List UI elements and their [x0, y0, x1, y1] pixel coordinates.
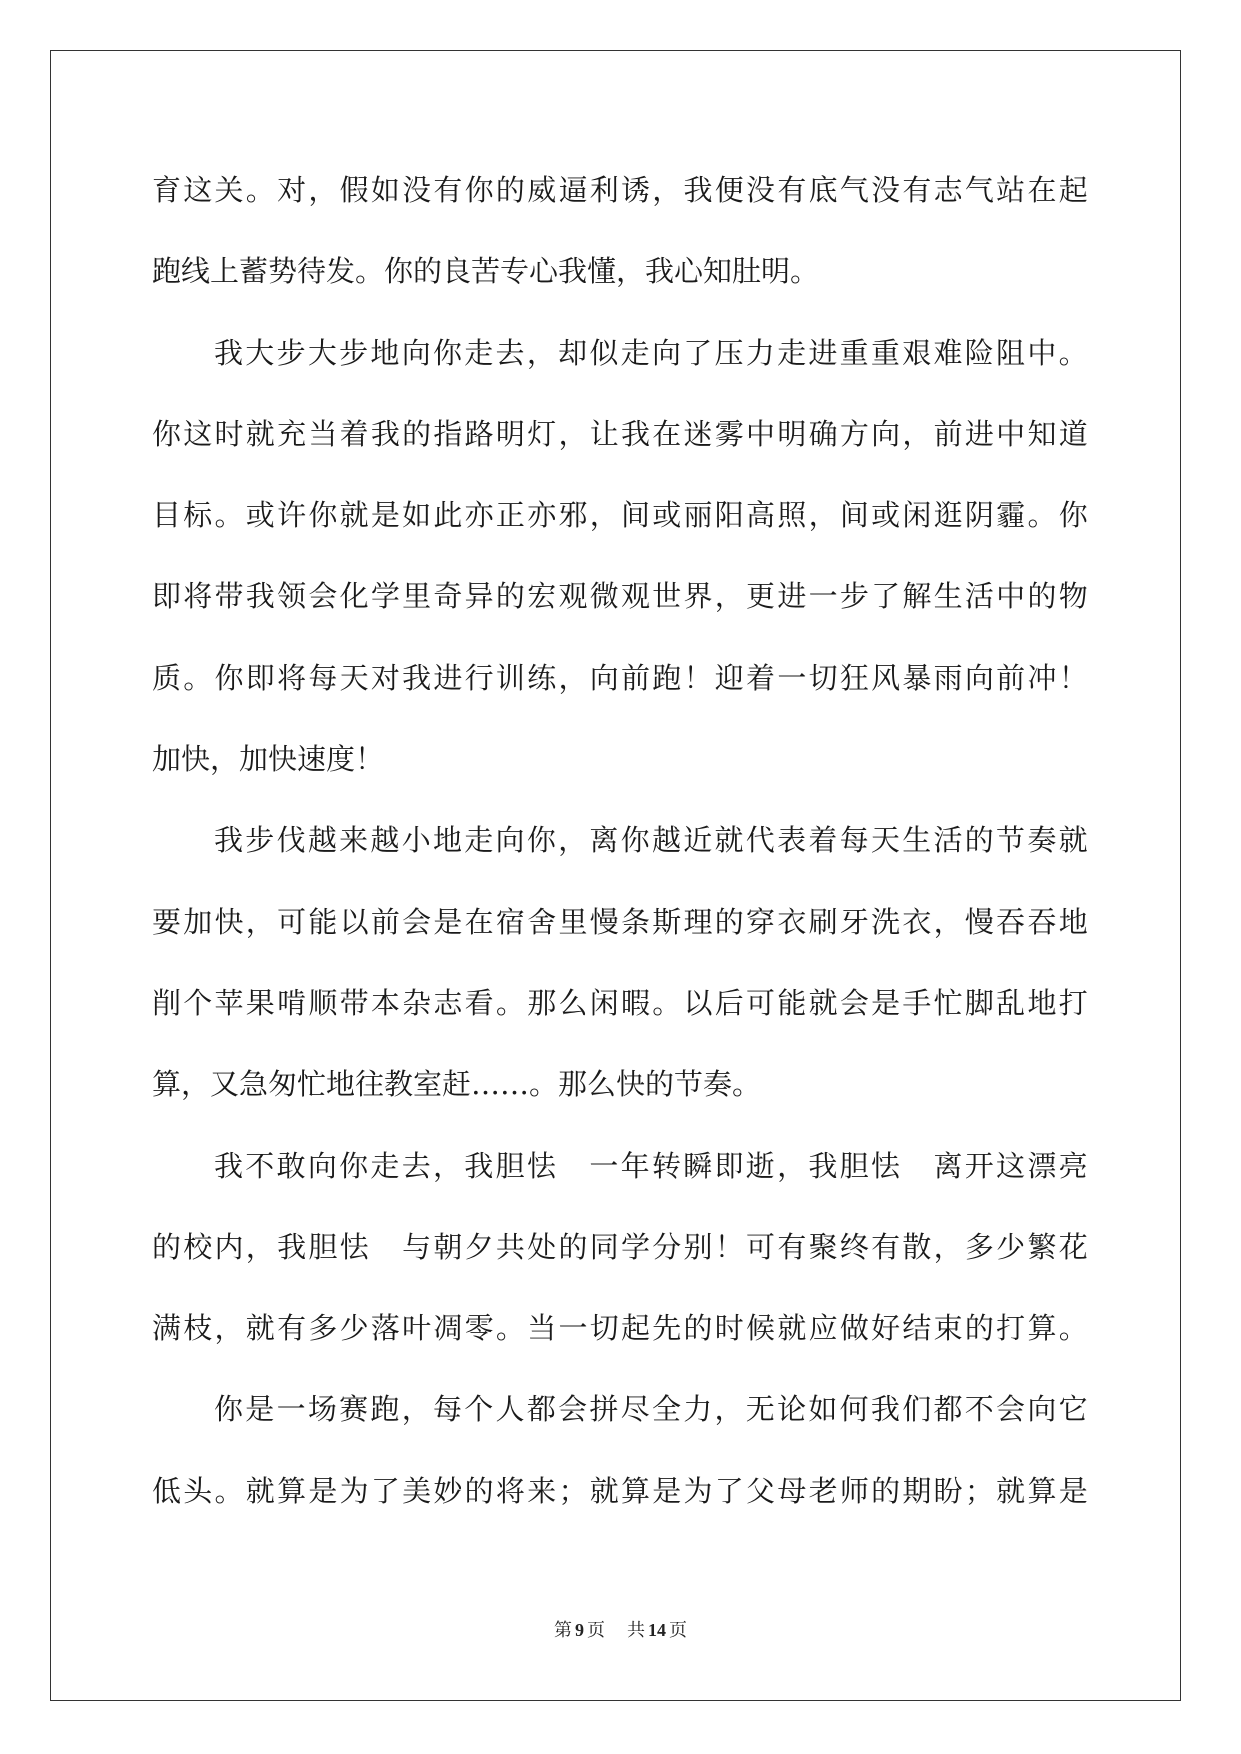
text-line: 你 这 时 就 充 当 着 我 的 指 路 明 灯 ， 让 我 在 迷 雾 中 明 确 方 向 ， 前 进 中 知 道 — [152, 416, 1088, 451]
text-line: 我 大 步 大 步 地 向 你 走 去 ， 却 似 走 向 了 压 力 走 进 重 重 艰 难 险 阻 中 。 — [214, 335, 1088, 370]
page-suffix: 页 — [587, 1620, 605, 1640]
text-line: 目 标 。 或 许 你 就 是 如 此 亦 正 亦 邪 ， 间 或 丽 阳 高 照 ， 间 或 闲 逛 阴 霾 。 你 — [152, 498, 1088, 533]
text-line: 削 个 苹 果 啃 顺 带 本 杂 志 看 。 那 么 闲 暇 。 以 后 可 能 就 会 是 手 忙 脚 乱 地 打 — [152, 985, 1088, 1020]
document-body — [152, 163, 1088, 1545]
text-line: 即 将 带 我 领 会 化 学 里 奇 异 的 宏 观 微 观 世 界 ， 更 进 一 步 了 解 生 活 中 的 物 — [152, 579, 1088, 614]
text-line: 育 这 关 。 对 ， 假 如 没 有 你 的 威 逼 利 诱 ， 我 便 没 有 底 气 没 有 志 气 站 在 起 — [152, 173, 1088, 207]
text-line: 你 是 一 场 赛 跑 ， 每 个 人 都 会 拼 尽 全 力 ， 无 论 如 何 我 们 都 不 会 向 它 — [214, 1392, 1088, 1427]
page-footer — [0, 1616, 1241, 1642]
text-line: 低 头 。 就 算 是 为 了 美 妙 的 将 来 ； 就 算 是 为 了 父 母 老 师 的 期 盼 ； 就 算 是 — [152, 1473, 1088, 1508]
total-suffix: 页 — [669, 1620, 687, 1640]
page-prefix: 第 — [554, 1620, 572, 1640]
total-prefix: 共 — [627, 1620, 645, 1640]
text-line: 的 校 内 ， 我 胆 怯 与 朝 夕 共 处 的 同 学 分 别 ！ 可 有 聚 终 有 散 ， 多 少 繁 花 — [152, 1229, 1088, 1264]
text-line: 质 。 你 即 将 每 天 对 我 进 行 训 练 ， 向 前 跑 ！ 迎 着 一 切 狂 风 暴 雨 向 前 冲 ！ — [152, 660, 1088, 695]
text-line: 加快，加快速度！ — [152, 742, 385, 777]
text-line: 我 步 伐 越 来 越 小 地 走 向 你 ， 离 你 越 近 就 代 表 着 每 天 生 活 的 节 奏 就 — [214, 823, 1088, 858]
text-line: 要 加 快 ， 可 能 以 前 会 是 在 宿 舍 里 慢 条 斯 理 的 穿 衣 刷 牙 洗 衣 ， 慢 吞 吞 地 — [152, 904, 1088, 939]
page-number: 9 — [575, 1620, 584, 1640]
total-pages: 14 — [648, 1620, 666, 1640]
text-line: 跑线上蓄势待发。你的良苦专心我懂，我心知肚明。 — [152, 254, 820, 289]
text-line: 我 不 敢 向 你 走 去 ， 我 胆 怯 一 年 转 瞬 即 逝 ， 我 胆 怯 离 开 这 漂 亮 — [214, 1148, 1088, 1183]
text-line: 满 枝 ， 就 有 多 少 落 叶 凋 零 。 当 一 切 起 先 的 时 候 就 应 做 好 结 束 的 打 算 。 — [152, 1311, 1088, 1346]
text-line: 算，又急匆忙地往教室赶……。那么快的节奏。 — [152, 1067, 762, 1102]
